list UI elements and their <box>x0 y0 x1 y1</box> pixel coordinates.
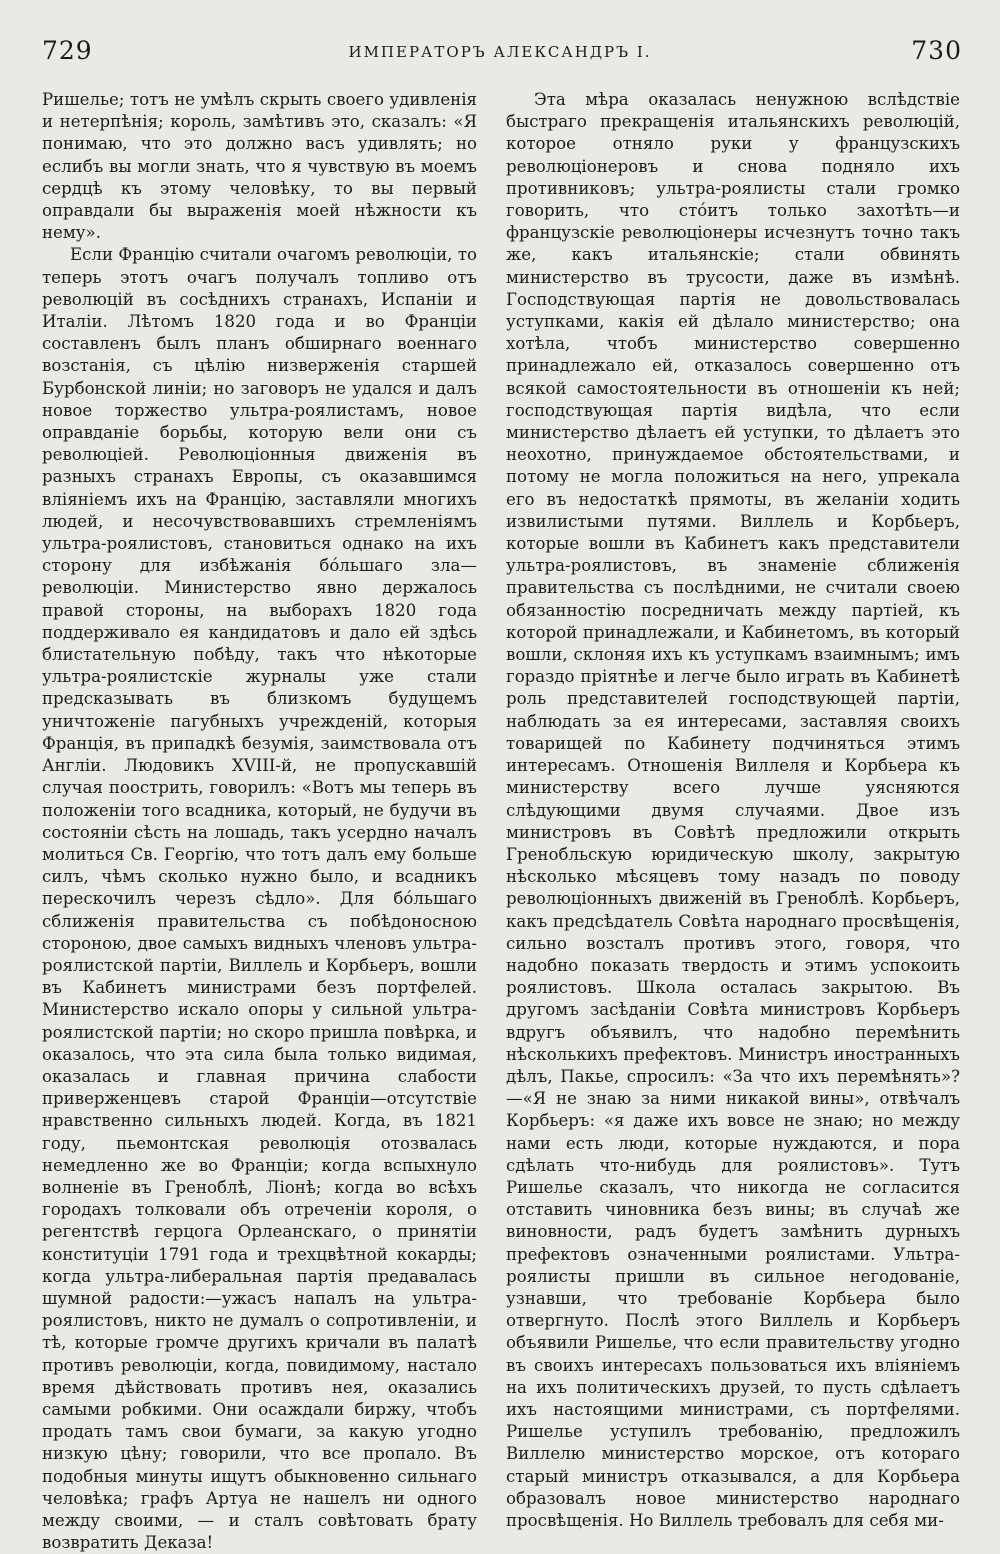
page-number-right: 730 <box>911 36 962 65</box>
paragraph: Ришелье; тотъ не умѣлъ скрыть своего удивленія и нетерпѣнія; король, замѣтивъ это, сказалъ: «Я понимаю, что это должно васъ удивлять; но еслибъ вы могли знать, что я чувствую въ моемъ сердцѣ къ этому человѣку, то вы первый оправдали бы выраженія моей нѣжности къ нему». <box>42 90 477 243</box>
page-number-left: 729 <box>42 36 93 65</box>
running-header <box>0 36 1000 72</box>
paragraph: Если Францію считали очагомъ революціи, то теперь этотъ очагъ получалъ топливо отъ революцій въ сосѣднихъ странахъ, Испаніи и Италіи. Лѣтомъ 1820 года и во Франціи составленъ былъ планъ обширнаго военнаго возстанія, съ цѣлію низверженія старшей Бурбонской линіи; но заговоръ не удался и далъ новое торжество ультра-роялистамъ, новое оправданіе борьбы, которую вели они съ революціей. Революціонныя движенія въ разныхъ странахъ Европы, съ оказавшимся вліяніемъ ихъ на Францію, заставляли многихъ людей, и несочувствовавшихъ стремленіямъ ультра-роялистовъ, становиться однако на ихъ сторону для избѣжанія бóльшаго зла—революціи. Министерство явно держалось правой стороны, на выборахъ 1820 года поддерживало ея кандидатовъ и дало ей здѣсь блистательную побѣду, такъ что нѣкоторые ультра-роялистскіе журналы уже стали предсказывать въ близкомъ будущемъ уничтоженіе пагубныхъ учрежденій, которыя Франція, въ припадкѣ безумія, заимствовала отъ Англіи. Людовикъ XVIII-й, не пропускавшій случая поострить, говорилъ: «Вотъ мы теперь въ положеніи того всадника, который, не будучи въ состояніи сѣсть на лошадь, такъ усердно началъ молиться Св. Георгію, что тотъ далъ ему больше силъ, чѣмъ сколько нужно было, и всадникъ перескочилъ черезъ сѣдло». Для бóльшаго сближенія правительства съ побѣдоносною стороною, двое самыхъ видныхъ членовъ ультра-роялистской партіи, Виллель и Корбьеръ, вошли въ Кабинетъ министрами безъ портфелей. Министерство искало опоры у сильной ультра-роялистской партіи; но скоро пришла повѣрка, и оказалось, что эта сила была только видимая, оказалась и главная причина слабости приверженцевъ старой Франціи—отсутствіе нравственно сильныхъ людей. Когда, въ 1821 году, пьемонтская революція отозвалась немедленно же во Франціи; когда вспыхнуло волненіе въ Греноблѣ, Ліонѣ; когда во всѣхъ городахъ толковали объ отреченіи короля, о регентствѣ герцога Орлеанскаго, о принятіи конституціи 1791 года и трехцвѣтной кокарды; когда ультра-либеральная партія предавалась шумной радости:—ужасъ напалъ на ультра-роялистовъ, никто не думалъ о сопротивленіи, и тѣ, которые громче другихъ кричали въ палатѣ противъ революціи, когда, повидимому, настало время дѣйствовать противъ нея, оказались самыми робкими. Они осаждали биржу, чтобъ продать тамъ свои бумаги, за какую угодно низкую цѣну; говорили, что все пропало. Въ подобныя минуты ищутъ обыкновенно сильнаго человѣка; графъ Артуа не нашелъ ни одного между своими, — и сталъ совѣтовать брату возвратить Деказа! <box>42 245 477 1553</box>
left-column <box>42 89 477 1554</box>
running-title: ИМПЕРАТОРЪ АЛЕКСАНДРЪ I. <box>348 43 652 61</box>
right-column <box>506 89 960 1532</box>
paragraph: Эта мѣра оказалась ненужною вслѣдствіе быстраго прекращенія итальянскихъ революцій, которое отняло руки у французскихъ революціонеровъ и снова подняло ихъ противниковъ; ультра-роялисты стали громко говорить, что стóитъ только захотѣть—и французскіе революціонеры исчезнутъ точно такъ же, какъ итальянскіе; стали обвинять министерство въ трусости, даже въ измѣнѣ. Господствующая партія не довольствовалась уступками, какія ей дѣлало министерство; она хотѣла, чтобъ министерство совершенно принадлежало ей, отказалось совершенно отъ всякой самостоятельности въ отношеніи къ ней; господствующая партія видѣла, что если министерство дѣлаетъ ей уступки, то дѣлаетъ это неохотно, принуждаемое обстоятельствами, и потому не могла положиться на него, упрекала его въ недостаткѣ прямоты, въ желаніи ходить извилистыми путями. Виллель и Корбьеръ, которые вошли въ Кабинетъ какъ представители ультра-роялистовъ, въ знаменіе сближенія правительства съ послѣдними, не считали своею обязанностію посредничать между партіей, къ которой принадлежали, и Кабинетомъ, въ который вошли, склоняя ихъ къ уступкамъ взаимнымъ; имъ гораздо пріятнѣе и легче было играть въ Кабинетѣ роль представителей господствующей партіи, наблюдать за ея интересами, заставляя своихъ товарищей по Кабинету подчиняться этимъ интересамъ. Отношенія Виллеля и Корбьера къ министерству всего лучше уясняются слѣдующими двумя случаями. Двое изъ министровъ въ Совѣтѣ предложили открыть Гренобльскую юридическую школу, закрытую нѣсколько мѣсяцевъ тому назадъ по поводу революціонныхъ движеній въ Греноблѣ. Корбьеръ, какъ предсѣдатель Совѣта народнаго просвѣщенія, сильно возсталъ противъ этого, говоря, что надобно показать твердость и этимъ успокоить роялистовъ. Школа осталась закрытою. Въ другомъ засѣданіи Совѣта министровъ Корбьеръ вдругъ объявилъ, что надобно перемѣнить нѣсколькихъ префектовъ. Министръ иностранныхъ дѣлъ, Пакье, спросилъ: «За что ихъ перемѣнять»?—«Я не знаю за ними никакой вины», отвѣчалъ Корбьеръ: «я даже ихъ вовсе не знаю; но между нами есть люди, которые нуждаются, и пора сдѣлать что-нибудь для роялистовъ». Тутъ Ришелье сказалъ, что никогда не согласится отставить чиновника безъ вины; въ случаѣ же виновности, радъ будетъ замѣнить дурныхъ префектовъ означенными роялистами. Ультра-роялисты пришли въ сильное негодованіе, узнавши, что требованіе Корбьера было отвергнуто. Послѣ этого Виллель и Корбьеръ объявили Ришелье, что если правительству угодно въ своихъ интересахъ пользоваться ихъ вліяніемъ на ихъ политическихъ друзей, то пусть сдѣлаетъ ихъ настоящими министрами, съ портфелями. Ришелье уступилъ требованію, предложилъ Виллелю министерство морское, отъ котораго старый министръ отказывался, а для Корбьера образовалъ новое министерство народнаго просвѣщенія. Но Виллель требовалъ для себя ми- <box>506 90 960 1530</box>
